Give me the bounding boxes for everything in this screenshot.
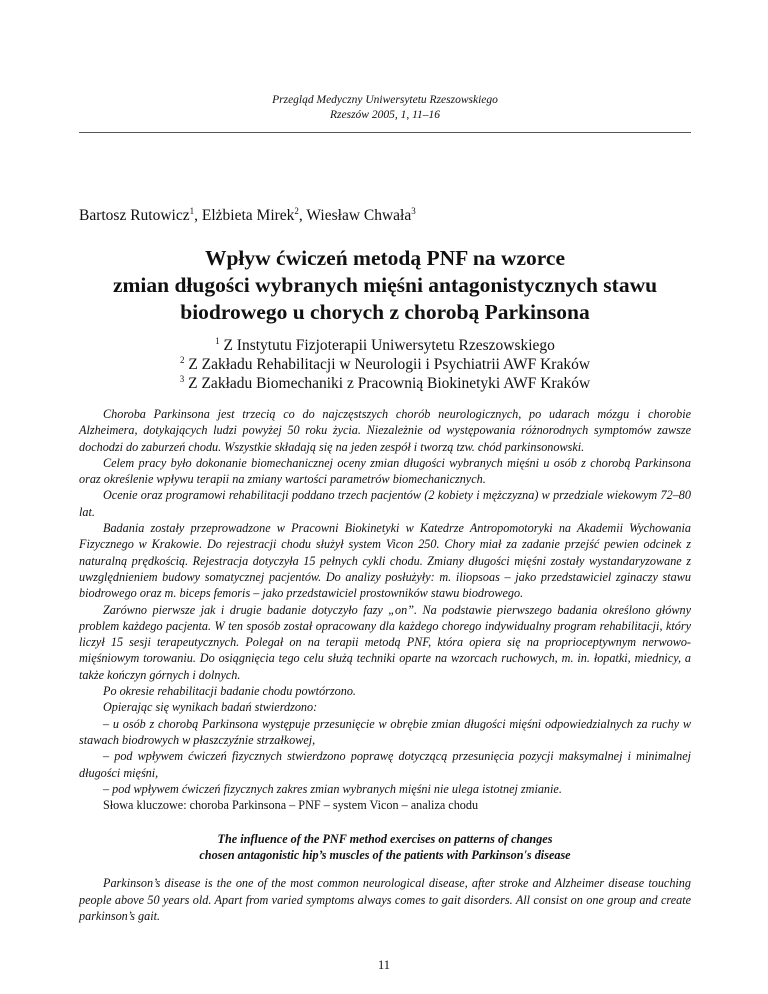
page-number: 11 — [377, 958, 391, 972]
affiliation: $^1$ Z Instytutu Fizjoterapii Uniwersytetu Rzeszowskiego — [215, 335, 555, 354]
abstract-english — [79, 875, 691, 924]
abstract-paragraph: – pod wpływem ćwiczeń fizycznych zakres zmian wybranych mięśni nie ulega istotnej zmianie. — [103, 781, 562, 796]
affiliation: $^3$ Z Zakładu Biomechaniki z Pracownią Biokinetyki AWF Kraków — [179, 373, 591, 392]
paper-title: Wpływ ćwiczeń metodą PNF na wzorce zmian długości wybranych mięśni antagonistycznych stawu biodrowego u chorych z chorobą Parkinsona — [112, 246, 658, 324]
abstract-paragraph: Parkinson’s disease is the one of the most common neurological disease, after stroke and Alzheimer disease touching people above 50 years old. Apart from varied symptoms always comes to gait disorders. All consist on one group and create parkinson’s gait. — [79, 876, 691, 924]
paper-page — [79, 0, 691, 924]
header-rule — [79, 132, 691, 133]
abstract-polish — [79, 406, 691, 813]
abstract-paragraph: Badania zostały przeprowadzone w Pracowni Biokinetyki w Katedrze Antropomotoryki na Akademii Wychowania Fizycznego w Krakowie. Do rejestracji chodu służył system Vicon 250. Chory miał za zadanie przejść pewien odcinek z naturalną prędkością. Rejestracja dotyczyła 15 pełnych cykli chodu. Zmiany długości mięśni zostały wystandaryzowane z uwzględnieniem budowy somatycznej pacjentów. Do analizy posłużyły: m. iliopsoas – jako przedstawiciel zginaczy stawu biodrowego oraz m. biceps femoris – jako przedstawiciel prostowników stawu biodrowego. — [79, 521, 691, 601]
keywords: Słowa kluczowe: choroba Parkinsona – PNF – system Vicon – analiza chodu — [103, 798, 479, 813]
abstract-paragraph: Po okresie rehabilitacji badanie chodu powtórzono. — [103, 684, 356, 699]
author: Wiesław Chwała$^3$ — [306, 205, 416, 224]
abstract-paragraph: – pod wpływem ćwiczeń fizycznych stwierdzono poprawę dotyczącą przesunięcia pozycji maksymalnej i minimalnej długości mięśni, — [79, 749, 691, 780]
abstract-paragraph: – u osób z chorobą Parkinsona występuje przesunięcie w obrębie zmian długości mięśni odpowiedzialnych za ruchy w stawach biodrowych w płaszczyźnie strzałkowej, — [79, 716, 691, 747]
abstract-paragraph: Celem pracy było dokonanie biomechanicznej oceny zmian długości wybranych mięśni u osób z chorobą Parkinsona oraz określenie wpływu terapii na zmiany wartości parametrów biomechanicznych. — [79, 455, 691, 487]
author-list — [79, 207, 691, 225]
abstract-paragraph: Ocenie oraz programowi rehabilitacji poddano trzech pacjentów (2 kobiety i mężczyzna) w przedziale wiekowym 72–80 lat. — [79, 488, 691, 519]
journal-issue: Rzeszów 2005, 1, 11–16 — [330, 109, 440, 121]
journal-name: Przegląd Medyczny Uniwersytetu Rzeszowskiego — [272, 94, 498, 106]
affiliation: $^2$ Z Zakładu Rehabilitacji w Neurologii i Psychiatrii AWF Kraków — [179, 354, 591, 373]
author: Elżbieta Mirek$^2$, — [201, 205, 307, 224]
abstract-paragraph: Zarówno pierwsze jak i drugie badanie dotyczyło fazy „on”. Na podstawie pierwszego badania określono główny problem każdego pacjenta. W ten sposób został opracowany dla każdego chorego indywidualny program rehabilitacji, który liczył 15 sesji terapeutycznych. Polegał on na terapii metodą PNF, która opiera się na proprioceptywnym nerwowo-mięśniowym torowaniu. Do osiągnięcia tego celu służą techniki oparte na wzorcach ruchowych, m. in. łopatki, miednicy, a także kończyn górnych i dolnych. — [79, 602, 691, 682]
author: Bartosz Rutowicz$^1$, — [79, 205, 202, 224]
abstract-paragraph: Choroba Parkinsona jest trzecią co do najczęstszych chorób neurologicznych, po udarach mózgu i chorobie Alzheimera, dotykających ludzi powyżej 50 roku życia. Niezależnie od występowania różnorodnych symptomów zawsze dochodzi do zaburzeń chodu. Wszystkie składają się na jeden zespół i tworzą tzw. chód parkinsonowski. — [79, 407, 691, 454]
journal-header — [79, 93, 691, 123]
english-title: The influence of the PNF method exercises on patterns of changes chosen antagonistic hip’s muscles of the patients with Parkinson's disease — [199, 832, 571, 863]
affiliations — [79, 336, 691, 393]
abstract-paragraph: Opierając się wynikach badań stwierdzono: — [103, 700, 318, 715]
